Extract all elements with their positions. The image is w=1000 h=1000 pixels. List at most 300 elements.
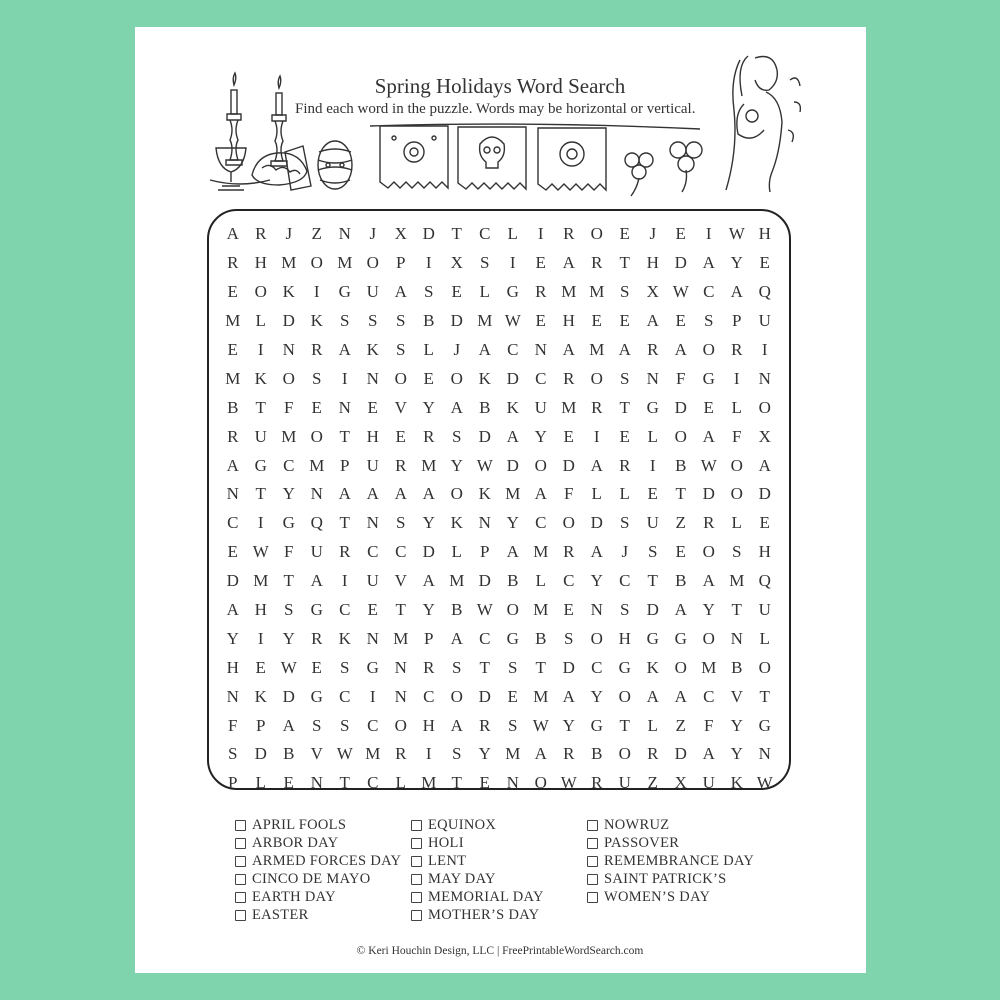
grid-cell[interactable]: N xyxy=(338,224,352,244)
grid-cell[interactable]: S xyxy=(228,744,238,764)
word-list-item[interactable] xyxy=(235,870,401,888)
word-checkbox[interactable] xyxy=(587,820,598,831)
grid-cell[interactable]: H xyxy=(758,224,772,244)
grid-cell[interactable]: E xyxy=(591,311,603,331)
grid-cell[interactable]: E xyxy=(563,426,575,446)
grid-cell[interactable]: G xyxy=(646,628,660,648)
grid-cell[interactable]: M xyxy=(337,253,353,273)
grid-cell[interactable]: S xyxy=(620,368,630,388)
grid-cell[interactable]: X xyxy=(394,224,408,244)
word-list-item[interactable] xyxy=(411,852,544,870)
grid-cell[interactable]: B xyxy=(675,571,687,591)
grid-cell[interactable]: A xyxy=(702,571,716,591)
grid-cell[interactable]: R xyxy=(311,628,323,648)
grid-cell[interactable]: N xyxy=(478,513,492,533)
grid-cell[interactable]: N xyxy=(394,657,408,677)
grid-cell[interactable]: E xyxy=(675,224,687,244)
grid-cell[interactable]: T xyxy=(759,686,771,706)
grid-cell[interactable]: A xyxy=(450,715,464,735)
grid-cell[interactable]: W xyxy=(504,311,522,331)
grid-cell[interactable]: Y xyxy=(534,426,548,446)
grid-cell[interactable]: C xyxy=(367,715,379,735)
grid-cell[interactable]: F xyxy=(704,715,714,735)
grid-cell[interactable]: A xyxy=(646,686,660,706)
grid-cell[interactable]: M xyxy=(281,253,297,273)
grid-cell[interactable]: J xyxy=(285,224,293,244)
grid-cell[interactable]: U xyxy=(366,282,380,302)
grid-cell[interactable]: I xyxy=(509,253,517,273)
grid-cell[interactable]: E xyxy=(619,224,631,244)
grid-cell[interactable]: M xyxy=(533,542,549,562)
grid-cell[interactable]: Z xyxy=(675,715,687,735)
grid-cell[interactable]: A xyxy=(394,282,408,302)
grid-cell[interactable]: I xyxy=(313,282,321,302)
grid-cell[interactable]: N xyxy=(394,686,408,706)
grid-cell[interactable]: D xyxy=(674,253,688,273)
grid-cell[interactable]: G xyxy=(254,455,268,475)
grid-cell[interactable]: O xyxy=(730,455,744,475)
grid-cell[interactable]: A xyxy=(226,600,240,620)
grid-cell[interactable]: G xyxy=(366,657,380,677)
grid-cell[interactable]: L xyxy=(507,224,519,244)
grid-cell[interactable]: F xyxy=(284,542,294,562)
grid-cell[interactable]: H xyxy=(646,253,660,273)
grid-cell[interactable]: V xyxy=(730,686,744,706)
grid-cell[interactable]: Y xyxy=(590,571,604,591)
grid-cell[interactable]: B xyxy=(591,744,603,764)
word-checkbox[interactable] xyxy=(587,874,598,885)
grid-cell[interactable]: R xyxy=(563,744,575,764)
grid-cell[interactable]: V xyxy=(394,397,408,417)
grid-cell[interactable]: P xyxy=(480,542,490,562)
grid-cell[interactable]: Z xyxy=(675,513,687,533)
grid-cell[interactable]: O xyxy=(590,628,604,648)
grid-cell[interactable]: Q xyxy=(758,282,772,302)
word-checkbox[interactable] xyxy=(411,874,422,885)
grid-cell[interactable]: B xyxy=(451,600,463,620)
grid-cell[interactable]: R xyxy=(563,542,575,562)
grid-cell[interactable]: A xyxy=(702,426,716,446)
grid-cell[interactable]: O xyxy=(758,397,772,417)
grid-cell[interactable]: M xyxy=(729,571,745,591)
grid-cell[interactable]: R xyxy=(591,773,603,793)
grid-cell[interactable]: I xyxy=(537,224,545,244)
grid-cell[interactable]: A xyxy=(674,600,688,620)
grid-cell[interactable]: R xyxy=(339,542,351,562)
grid-cell[interactable]: A xyxy=(730,282,744,302)
grid-cell[interactable]: H xyxy=(226,657,240,677)
grid-cell[interactable]: T xyxy=(451,773,463,793)
grid-cell[interactable]: E xyxy=(423,368,435,388)
grid-cell[interactable]: M xyxy=(253,571,269,591)
grid-cell[interactable]: J xyxy=(369,224,377,244)
grid-cell[interactable]: R xyxy=(535,282,547,302)
grid-cell[interactable]: K xyxy=(730,773,744,793)
grid-cell[interactable]: X xyxy=(674,773,688,793)
grid-cell[interactable]: R xyxy=(311,340,323,359)
grid-cell[interactable]: S xyxy=(452,426,462,446)
grid-cell[interactable]: O xyxy=(590,368,604,388)
word-checkbox[interactable] xyxy=(411,838,422,849)
grid-cell[interactable]: M xyxy=(477,311,493,331)
grid-cell[interactable]: C xyxy=(535,513,547,533)
grid-cell[interactable]: Q xyxy=(758,571,772,591)
grid-cell[interactable]: O xyxy=(366,253,380,273)
grid-cell[interactable]: W xyxy=(476,600,494,620)
grid-cell[interactable]: O xyxy=(618,744,632,764)
grid-cell[interactable]: R xyxy=(731,340,743,359)
grid-cell[interactable]: F xyxy=(732,426,742,446)
grid-cell[interactable]: D xyxy=(506,368,520,388)
grid-cell[interactable]: Y xyxy=(422,397,436,417)
word-list-item[interactable] xyxy=(235,834,401,852)
grid-cell[interactable]: O xyxy=(590,224,604,244)
grid-cell[interactable]: D xyxy=(674,397,688,417)
grid-cell[interactable]: A xyxy=(478,340,492,359)
grid-cell[interactable]: U xyxy=(366,455,380,475)
grid-cell[interactable]: E xyxy=(703,397,715,417)
grid-cell[interactable]: H xyxy=(366,426,380,446)
grid-cell[interactable]: B xyxy=(507,571,519,591)
grid-cell[interactable]: I xyxy=(593,426,601,446)
grid-cell[interactable]: W xyxy=(336,744,354,764)
grid-cell[interactable]: N xyxy=(226,686,240,706)
grid-cell[interactable]: B xyxy=(423,311,435,331)
grid-cell[interactable]: X xyxy=(450,253,464,273)
grid-cell[interactable]: S xyxy=(340,657,350,677)
grid-cell[interactable]: R xyxy=(563,368,575,388)
grid-cell[interactable]: D xyxy=(422,224,436,244)
grid-cell[interactable]: W xyxy=(700,455,718,475)
grid-cell[interactable]: O xyxy=(310,426,324,446)
grid-cell[interactable]: A xyxy=(338,484,352,504)
grid-cell[interactable]: T xyxy=(451,224,463,244)
grid-cell[interactable]: Z xyxy=(647,773,659,793)
grid-cell[interactable]: A xyxy=(506,426,520,446)
grid-cell[interactable]: T xyxy=(395,600,407,620)
word-checkbox[interactable] xyxy=(587,892,598,903)
grid-cell[interactable]: D xyxy=(646,600,660,620)
grid-cell[interactable]: M xyxy=(449,571,465,591)
grid-cell[interactable]: R xyxy=(255,224,267,244)
grid-cell[interactable]: O xyxy=(730,484,744,504)
grid-cell[interactable]: S xyxy=(312,715,322,735)
grid-cell[interactable]: W xyxy=(476,455,494,475)
grid-cell[interactable]: A xyxy=(226,224,240,244)
grid-cell[interactable]: F xyxy=(284,397,294,417)
grid-cell[interactable]: A xyxy=(590,455,604,475)
grid-cell[interactable]: C xyxy=(591,657,603,677)
grid-cell[interactable]: O xyxy=(562,513,576,533)
grid-cell[interactable]: C xyxy=(339,600,351,620)
grid-cell[interactable]: R xyxy=(395,455,407,475)
grid-cell[interactable]: P xyxy=(228,773,238,793)
grid-cell[interactable]: T xyxy=(283,571,295,591)
grid-cell[interactable]: S xyxy=(620,513,630,533)
grid-cell[interactable]: C xyxy=(339,686,351,706)
grid-cell[interactable]: L xyxy=(479,282,491,302)
grid-cell[interactable]: L xyxy=(591,484,603,504)
word-checkbox[interactable] xyxy=(411,856,422,867)
grid-cell[interactable]: D xyxy=(478,686,492,706)
grid-cell[interactable]: O xyxy=(450,368,464,388)
grid-cell[interactable]: E xyxy=(619,311,631,331)
grid-cell[interactable]: E xyxy=(227,542,239,562)
grid-cell[interactable]: M xyxy=(561,282,577,302)
word-checkbox[interactable] xyxy=(235,856,246,867)
grid-cell[interactable]: C xyxy=(535,368,547,388)
grid-cell[interactable]: O xyxy=(674,657,688,677)
grid-cell[interactable]: A xyxy=(394,484,408,504)
grid-cell[interactable]: A xyxy=(226,455,240,475)
word-list-item[interactable] xyxy=(411,834,544,852)
word-checkbox[interactable] xyxy=(587,856,598,867)
grid-cell[interactable]: U xyxy=(310,542,324,562)
grid-cell[interactable]: D xyxy=(254,744,268,764)
grid-cell[interactable]: S xyxy=(508,715,518,735)
grid-cell[interactable]: M xyxy=(561,397,577,417)
grid-cell[interactable]: C xyxy=(507,340,519,359)
word-list-item[interactable] xyxy=(587,816,754,834)
grid-cell[interactable]: U xyxy=(646,513,660,533)
grid-cell[interactable]: C xyxy=(423,686,435,706)
grid-cell[interactable]: Y xyxy=(282,484,296,504)
grid-cell[interactable]: S xyxy=(620,600,630,620)
grid-cell[interactable]: R xyxy=(619,455,631,475)
grid-cell[interactable]: U xyxy=(534,397,548,417)
grid-cell[interactable]: E xyxy=(647,484,659,504)
grid-cell[interactable]: N xyxy=(534,340,548,359)
grid-cell[interactable]: M xyxy=(225,368,241,388)
grid-cell[interactable]: O xyxy=(618,686,632,706)
grid-cell[interactable]: E xyxy=(367,397,379,417)
grid-cell[interactable]: D xyxy=(702,484,716,504)
grid-cell[interactable]: M xyxy=(533,686,549,706)
grid-cell[interactable]: K xyxy=(254,686,268,706)
grid-cell[interactable]: R xyxy=(227,253,239,273)
grid-cell[interactable]: L xyxy=(255,311,267,331)
grid-cell[interactable]: O xyxy=(674,426,688,446)
grid-cell[interactable]: R xyxy=(423,426,435,446)
grid-cell[interactable]: D xyxy=(562,657,576,677)
grid-cell[interactable]: S xyxy=(452,744,462,764)
grid-cell[interactable]: E xyxy=(619,426,631,446)
grid-cell[interactable]: T xyxy=(675,484,687,504)
grid-cell[interactable]: B xyxy=(731,657,743,677)
grid-cell[interactable]: W xyxy=(532,715,550,735)
word-checkbox[interactable] xyxy=(411,892,422,903)
grid-cell[interactable]: U xyxy=(366,571,380,591)
letter-grid[interactable] xyxy=(219,220,779,798)
grid-cell[interactable]: A xyxy=(422,484,436,504)
grid-cell[interactable]: K xyxy=(254,368,268,388)
grid-cell[interactable]: G xyxy=(618,657,632,677)
grid-cell[interactable]: A xyxy=(590,542,604,562)
grid-cell[interactable]: M xyxy=(589,282,605,302)
grid-cell[interactable]: R xyxy=(563,224,575,244)
grid-cell[interactable]: D xyxy=(478,426,492,446)
grid-cell[interactable]: M xyxy=(421,455,437,475)
grid-cell[interactable]: M xyxy=(533,600,549,620)
grid-cell[interactable]: L xyxy=(395,773,407,793)
grid-cell[interactable]: M xyxy=(225,311,241,331)
grid-cell[interactable]: E xyxy=(563,600,575,620)
grid-cell[interactable]: E xyxy=(395,426,407,446)
grid-cell[interactable]: S xyxy=(284,600,294,620)
grid-cell[interactable]: E xyxy=(759,253,771,273)
grid-cell[interactable]: D xyxy=(226,571,240,591)
grid-cell[interactable]: O xyxy=(450,686,464,706)
grid-cell[interactable]: I xyxy=(761,340,769,359)
grid-cell[interactable]: E xyxy=(759,513,771,533)
grid-cell[interactable]: S xyxy=(452,657,462,677)
grid-cell[interactable]: E xyxy=(255,657,267,677)
word-list-item[interactable] xyxy=(411,870,544,888)
grid-cell[interactable]: G xyxy=(506,628,520,648)
grid-cell[interactable]: V xyxy=(394,571,408,591)
grid-cell[interactable]: E xyxy=(311,657,323,677)
grid-cell[interactable]: T xyxy=(647,571,659,591)
grid-cell[interactable]: F xyxy=(228,715,238,735)
grid-cell[interactable]: I xyxy=(257,628,265,648)
grid-cell[interactable]: S xyxy=(480,253,490,273)
word-list-item[interactable] xyxy=(587,834,754,852)
grid-cell[interactable]: N xyxy=(646,368,660,388)
grid-cell[interactable]: E xyxy=(227,340,239,359)
grid-cell[interactable]: S xyxy=(396,311,406,331)
grid-cell[interactable]: L xyxy=(535,571,547,591)
grid-cell[interactable]: K xyxy=(478,368,492,388)
grid-cell[interactable]: Y xyxy=(226,628,240,648)
grid-cell[interactable]: S xyxy=(340,715,350,735)
grid-cell[interactable]: E xyxy=(311,397,323,417)
grid-cell[interactable]: S xyxy=(704,311,714,331)
grid-cell[interactable]: A xyxy=(562,253,576,273)
grid-cell[interactable]: E xyxy=(227,282,239,302)
grid-cell[interactable]: Z xyxy=(311,224,323,244)
grid-cell[interactable]: H xyxy=(562,311,576,331)
grid-cell[interactable]: C xyxy=(563,571,575,591)
grid-cell[interactable]: D xyxy=(478,571,492,591)
grid-cell[interactable]: U xyxy=(254,426,268,446)
grid-cell[interactable]: M xyxy=(701,657,717,677)
grid-cell[interactable]: Y xyxy=(422,513,436,533)
grid-cell[interactable]: W xyxy=(672,282,690,302)
word-list-item[interactable] xyxy=(411,906,544,924)
grid-cell[interactable]: Y xyxy=(702,600,716,620)
grid-cell[interactable]: O xyxy=(394,715,408,735)
word-checkbox[interactable] xyxy=(235,892,246,903)
grid-cell[interactable]: W xyxy=(728,224,746,244)
grid-cell[interactable]: S xyxy=(368,311,378,331)
grid-cell[interactable]: K xyxy=(366,340,380,359)
grid-cell[interactable]: O xyxy=(702,542,716,562)
grid-cell[interactable]: N xyxy=(730,628,744,648)
grid-cell[interactable]: L xyxy=(759,628,771,648)
grid-cell[interactable]: D xyxy=(422,542,436,562)
grid-cell[interactable]: J xyxy=(453,340,461,359)
grid-cell[interactable]: G xyxy=(338,282,352,302)
word-list-item[interactable] xyxy=(411,888,544,906)
grid-cell[interactable]: G xyxy=(310,600,324,620)
grid-cell[interactable]: E xyxy=(367,600,379,620)
grid-cell[interactable]: K xyxy=(310,311,324,331)
grid-cell[interactable]: M xyxy=(309,455,325,475)
grid-cell[interactable]: C xyxy=(395,542,407,562)
grid-cell[interactable]: M xyxy=(281,426,297,446)
grid-cell[interactable]: P xyxy=(340,455,350,475)
grid-cell[interactable]: K xyxy=(646,657,660,677)
grid-cell[interactable]: Y xyxy=(730,253,744,273)
grid-cell[interactable]: A xyxy=(534,744,548,764)
grid-cell[interactable]: B xyxy=(675,455,687,475)
grid-cell[interactable]: M xyxy=(505,744,521,764)
grid-cell[interactable]: O xyxy=(534,773,548,793)
grid-cell[interactable]: N xyxy=(366,513,380,533)
grid-cell[interactable]: T xyxy=(479,657,491,677)
grid-cell[interactable]: R xyxy=(647,340,659,359)
grid-cell[interactable]: Y xyxy=(450,455,464,475)
grid-cell[interactable]: Y xyxy=(562,715,576,735)
grid-cell[interactable]: O xyxy=(702,628,716,648)
grid-cell[interactable]: I xyxy=(341,571,349,591)
grid-cell[interactable]: T xyxy=(535,657,547,677)
grid-cell[interactable]: I xyxy=(649,455,657,475)
grid-cell[interactable]: G xyxy=(282,513,296,533)
grid-cell[interactable]: Y xyxy=(506,513,520,533)
grid-cell[interactable]: A xyxy=(674,340,688,359)
grid-cell[interactable]: A xyxy=(562,686,576,706)
grid-cell[interactable]: D xyxy=(562,455,576,475)
grid-cell[interactable]: N xyxy=(758,744,772,764)
grid-cell[interactable]: S xyxy=(732,542,742,562)
grid-cell[interactable]: A xyxy=(366,484,380,504)
grid-cell[interactable]: M xyxy=(589,340,605,359)
grid-cell[interactable]: X xyxy=(646,282,660,302)
grid-cell[interactable]: S xyxy=(396,340,406,359)
grid-cell[interactable]: L xyxy=(619,484,631,504)
grid-cell[interactable]: I xyxy=(733,368,741,388)
grid-cell[interactable]: E xyxy=(283,773,295,793)
grid-cell[interactable]: K xyxy=(282,282,296,302)
grid-cell[interactable]: S xyxy=(564,628,574,648)
grid-cell[interactable]: E xyxy=(479,773,491,793)
grid-cell[interactable]: Y xyxy=(282,628,296,648)
grid-cell[interactable]: O xyxy=(450,484,464,504)
grid-cell[interactable]: R xyxy=(591,253,603,273)
grid-cell[interactable]: N xyxy=(226,484,240,504)
grid-cell[interactable]: L xyxy=(731,397,743,417)
word-list-item[interactable] xyxy=(587,888,754,906)
grid-cell[interactable]: R xyxy=(647,744,659,764)
grid-cell[interactable]: I xyxy=(369,686,377,706)
grid-cell[interactable]: C xyxy=(367,542,379,562)
grid-cell[interactable]: R xyxy=(227,426,239,446)
grid-cell[interactable]: P xyxy=(424,628,434,648)
grid-cell[interactable]: L xyxy=(255,773,267,793)
grid-cell[interactable]: T xyxy=(619,715,631,735)
grid-cell[interactable]: T xyxy=(255,397,267,417)
grid-cell[interactable]: B xyxy=(479,397,491,417)
grid-cell[interactable]: W xyxy=(756,773,774,793)
grid-cell[interactable]: D xyxy=(674,744,688,764)
grid-cell[interactable]: N xyxy=(338,397,352,417)
grid-cell[interactable]: A xyxy=(646,311,660,331)
grid-cell[interactable]: E xyxy=(535,311,547,331)
grid-cell[interactable]: N xyxy=(282,340,296,359)
grid-cell[interactable]: B xyxy=(283,744,295,764)
grid-cell[interactable]: M xyxy=(421,773,437,793)
